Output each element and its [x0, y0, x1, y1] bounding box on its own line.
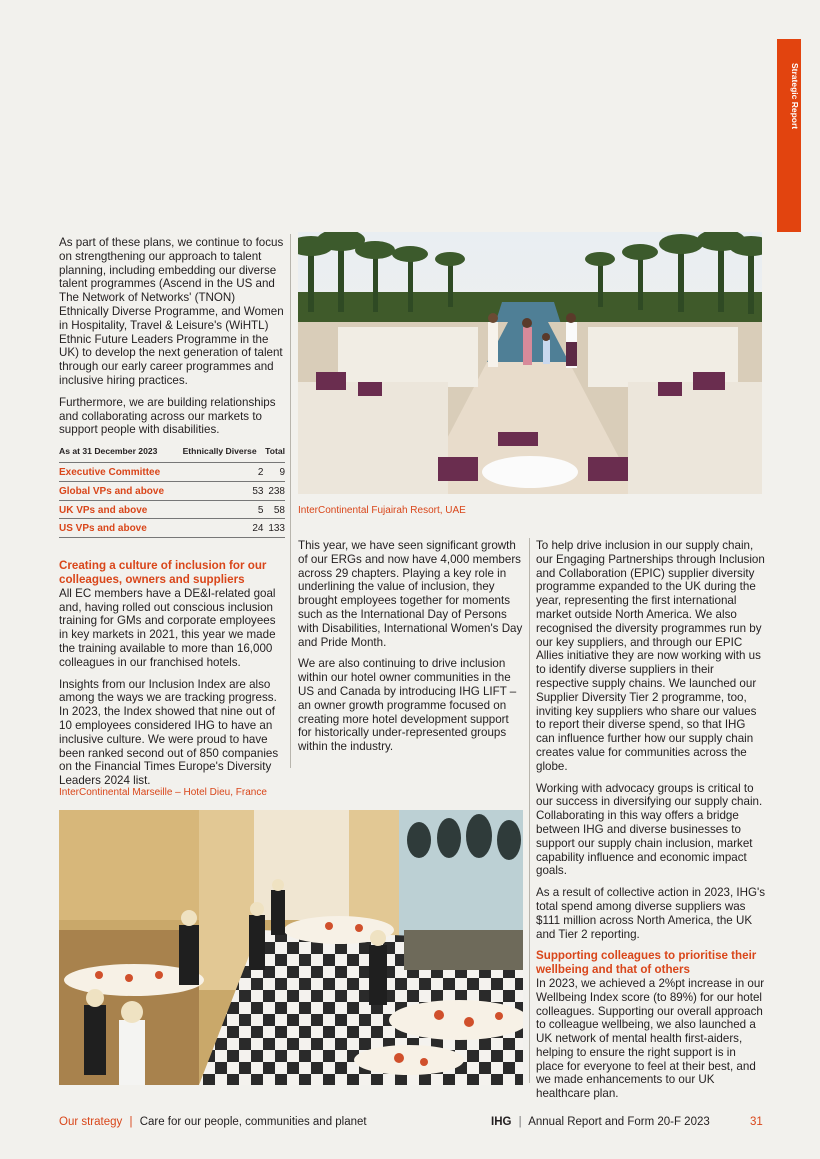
footer-brand: IHG	[491, 1116, 512, 1128]
footer-section-link[interactable]: Our strategy	[59, 1116, 123, 1128]
column-2	[298, 539, 524, 762]
table-row	[59, 500, 285, 519]
table-cell: 24	[173, 519, 264, 538]
photo-caption: InterContinental Marseille – Hotel Dieu, France	[59, 787, 267, 798]
page-number: 31	[750, 1116, 763, 1128]
table-cell: 9	[263, 462, 285, 481]
column-divider	[290, 234, 291, 768]
table-header-row	[59, 445, 285, 462]
column-3	[536, 539, 766, 1109]
section-heading: Creating a culture of inclusion for our colleagues, owners and suppliers	[59, 559, 267, 586]
table-cell: UK VPs and above	[59, 500, 173, 519]
intro-paragraph: Furthermore, we are building relationships and collaborating across our markets to support people with disabilities.	[59, 395, 276, 437]
table-cell: Executive Committee	[59, 462, 173, 481]
footer-topic: Care for our people, communities and planet	[139, 1116, 367, 1128]
table-cell: Global VPs and above	[59, 481, 173, 500]
resort-photo	[298, 232, 762, 494]
body-paragraph: To help drive inclusion in our supply chain, our Engaging Partnerships through Inclusion and Collaboration (EPIC) supplier diversity programme expanded to the UK during the year, representing the first international market outside North America. We also recognised the diversity programmes run by our key suppliers, and through our EPIC Allies initiative they are now working with us to identify diverse suppliers in their respective supply chains. We launched our Supplier Diversity Tier 2 programme, too, inviting key suppliers who share our values to report their diverse spend, so that IHG can influence further how our supply chain creates value for communities across the globe.	[536, 539, 765, 773]
restaurant-buffet-image	[59, 810, 523, 1085]
table-header: Total	[263, 445, 285, 462]
side-tab-label: Strategic Report	[790, 63, 800, 130]
column-divider	[529, 538, 530, 1083]
table-header: As at 31 December 2023	[59, 445, 173, 462]
table-row	[59, 462, 285, 481]
table-cell: 238	[263, 481, 285, 500]
intro-paragraph: As part of these plans, we continue to focus on strengthening our approach to talent planning, including embedding our diverse talent programmes (Ascend in the US and The Network of Networks' (TNON) Ethnically Diverse Programme, and Women in Hospitality, Travel & Leisure's (WiHTL) Ethnic Future Leaders Programme in the UK) to develop the next generation of talent through our early career programmes and inclusive hiring practices.	[59, 236, 284, 387]
photo-caption: InterContinental Fujairah Resort, UAE	[298, 505, 466, 516]
side-tab[interactable]	[777, 39, 801, 232]
footer-left	[59, 1116, 367, 1128]
table-cell: US VPs and above	[59, 519, 173, 538]
table-cell: 133	[263, 519, 285, 538]
body-paragraph: Working with advocacy groups is critical to our success in diversifying our supply chain. Collaborating in this way offers a bridge between IHG and diverse businesses to support our supply chain inclusion, market capability influence and economic impact goals.	[536, 781, 763, 878]
table-header: Ethnically Diverse	[173, 445, 264, 462]
footer-separator: |	[129, 1116, 133, 1128]
column-1	[59, 236, 287, 796]
table-cell: 53	[173, 481, 264, 500]
body-paragraph: As a result of collective action in 2023, IHG's total spend among diverse suppliers was $111 million across North America, the UK and Tier 2 reporting.	[536, 886, 766, 941]
body-paragraph: All EC members have a DE&I-related goal and, having rolled out conscious inclusion training for GMs and corporate employees in key markets in 2021, this year we made the training available to more than 16,000 colleagues in our franchised hotels.	[59, 586, 276, 669]
table-cell: 58	[263, 500, 285, 519]
restaurant-photo	[59, 810, 523, 1085]
table-row	[59, 481, 285, 500]
table-cell: 2	[173, 462, 264, 481]
body-paragraph: This year, we have seen significant growth of our ERGs and now have 4,000 members across 29 chapters. Playing a key role in underlining the value of inclusion, they brought employees together for moments such as the International Day of Persons with Disabilities, International Women's Day and Pride Month.	[298, 539, 523, 649]
resort-terrace-image	[298, 232, 762, 494]
section-heading: Supporting colleagues to prioritise their wellbeing and that of others	[536, 949, 757, 977]
body-paragraph: We are also continuing to drive inclusion within our hotel owner communities in the US and Canada by introducing IHG LIFT – an owner growth programme focused on creating more hotel development support for historically under-represented groups within the industry.	[298, 657, 517, 754]
body-paragraph: In 2023, we achieved a 2%pt increase in our Wellbeing Index score (to 89%) for our hotel colleagues. Supporting our overall approach to colleague wellbeing, we also launched a UK network of mental health first-aiders, helping to ensure the right support is in place for everyone to feel at their best, and we made enhancements to our UK healthcare plan.	[536, 976, 765, 1101]
table-row	[59, 519, 285, 538]
body-paragraph: Insights from our Inclusion Index are also among the ways we are tracking progress. In 2023, the Index showed that nine out of 10 employees considered IHG to have an inclusive culture. We were proud to have been ranked second out of 850 companies on the Financial Times Europe's Diversity Leaders 2024 list.	[59, 677, 279, 788]
footer-report-title: Annual Report and Form 20-F 2023	[528, 1116, 710, 1128]
table-cell: 5	[173, 500, 264, 519]
footer-separator: |	[518, 1116, 522, 1128]
footer-right	[491, 1116, 710, 1128]
diversity-table	[59, 445, 285, 538]
